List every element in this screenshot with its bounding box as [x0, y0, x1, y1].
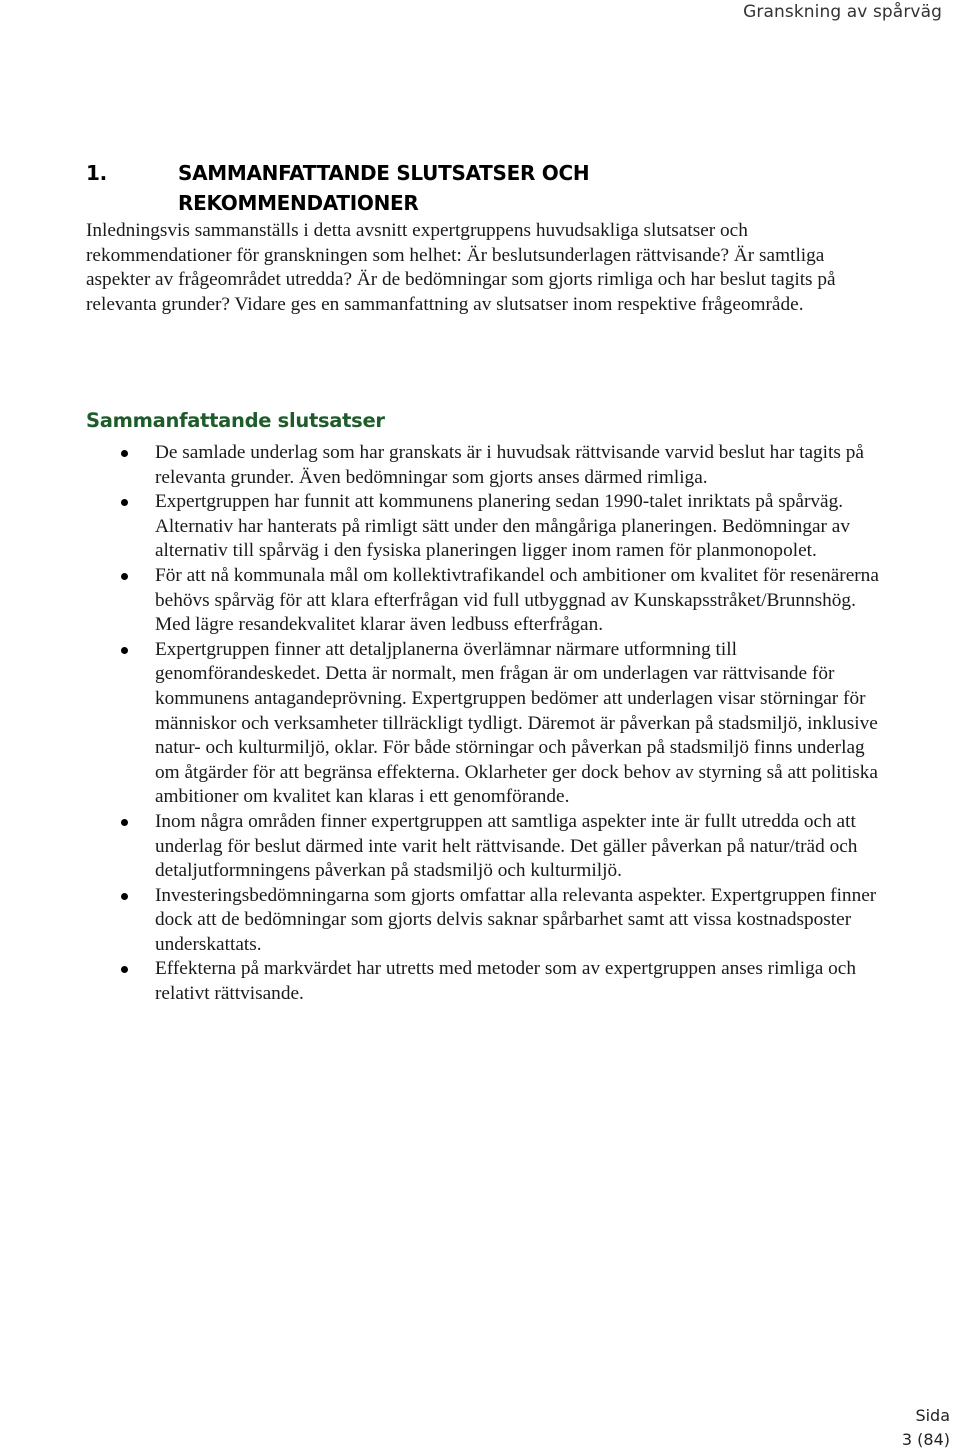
- list-item-text: För att nå kommunala mål om kollektivtrafikandel och ambitioner om kvalitet för resenärerna behövs spårväg för att klara efterfrågan vid full utbyggnad av Kunskapsstråket/Brunnshög. Med lägre resandekvalitet klarar även ledbuss efterfrågan.: [155, 564, 879, 636]
- list-item-text: Inom några områden finner expertgruppen att samtliga aspekter inte är fullt utredda och att underlag för beslut därmed inte varit helt rättvisande. Det gäller påverkan på natur/träd och detaljutformningens påverkan på stadsmiljö och kulturmiljö.: [155, 810, 858, 882]
- list-item: [86, 564, 886, 638]
- running-header-title: Granskning av spårväg: [743, 2, 942, 22]
- list-item: [86, 884, 886, 958]
- section-title-line2: REKOMMENDATIONER: [178, 191, 419, 215]
- list-item-text: De samlade underlag som har granskats är i huvudsak rättvisande varvid beslut har tagits på relevanta grunder. Även bedömningar som gjorts anses därmed rimliga.: [155, 442, 864, 488]
- bullet-icon: [121, 573, 128, 580]
- bullet-icon: [121, 819, 128, 826]
- list-item-text: Effekterna på markvärdet har utretts med metoder som av expertgruppen anses rimliga och relativt rättvisande.: [155, 958, 857, 1005]
- section-heading: [86, 158, 886, 218]
- bullet-icon: [121, 450, 128, 457]
- bullet-icon: [121, 966, 128, 973]
- bullet-icon: [121, 499, 128, 506]
- list-item-text: Investeringsbedömningarna som gjorts omfattar alla relevanta aspekter. Expertgruppen finner dock att de bedömningar som gjorts delvis saknar spårbarhet samt att vissa kostnadsposter underskattats.: [155, 884, 877, 955]
- list-item: [86, 638, 886, 810]
- section-number: 1.: [86, 161, 107, 185]
- list-item: [86, 441, 886, 490]
- section-title-line1: SAMMANFATTANDE SLUTSATSER OCH: [178, 161, 590, 185]
- intro-paragraph: Inledningsvis sammanställs i detta avsnitt expertgruppens huvudsakliga slutsatser och rekommendationer för granskningen som helhet: Är beslutsunderlagen rättvisande? Är samtliga aspekter av frågeområdet utredda? Är de bedömningar som gjorts rimliga och har beslut tagits på relevanta grunder? Vidare ges en sammanfattning av slutsatser inom respektive frågeområde.: [86, 220, 836, 315]
- list-item-text: Expertgruppen har funnit att kommunens planering sedan 1990-talet inriktats på spårväg. Alternativ har hanterats på rimligt sätt under den mångåriga planeringen. Bedömningar av alternativ till spårväg i den fysiska planeringen ligger inom ramen för planmonopolet.: [155, 491, 850, 562]
- page-number: 3 (84): [901, 1430, 950, 1449]
- page-label: Sida: [915, 1406, 950, 1425]
- bullet-icon: [121, 893, 128, 900]
- bullet-icon: [121, 647, 128, 654]
- page-footer: [902, 1404, 950, 1452]
- list-item-text: Expertgruppen finner att detaljplanerna överlämnar närmare utformning till genomförandeskedet. Detta är normalt, men frågan är om underlagen var rättvisande för kommunens antagandeprövning. Expertgruppen bedömer att underlagen visar störningar för människor och verksamheter tillräckligt tydligt. Däremot är påverkan på stadsmiljö, inklusive natur- och kulturmiljö, oklar. För både störningar och påverkan på stadsmiljö finns underlag om åtgärder för att begränsa effekterna. Oklarheter ger dock behov av styrning så att politiska ambitioner om kvalitet kan klaras i ett genomförande.: [155, 638, 878, 808]
- list-item: [86, 490, 886, 564]
- list-item: [86, 810, 886, 884]
- list-item: [86, 957, 886, 1006]
- conclusions-list: [86, 441, 886, 1007]
- summary-heading: Sammanfattande slutsatser: [86, 409, 385, 432]
